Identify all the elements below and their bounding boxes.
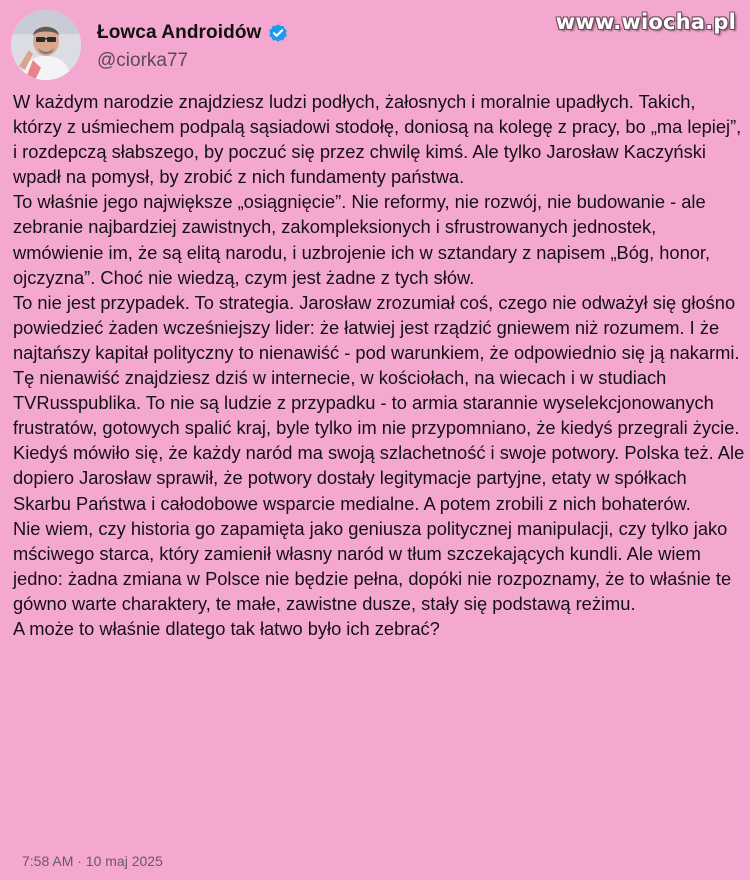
avatar[interactable] <box>11 10 81 80</box>
verified-badge-icon <box>267 22 289 44</box>
author-handle[interactable]: @ciorka77 <box>97 50 189 71</box>
post-paragraph: W każdym narodzie znajdziesz ludzi podłych, żałosnych i moralnie upadłych. Takich, którzy z uśmiechem podpalą sąsiadowi stodołę, doniosą na kolegę z pracy, bo „ma lepiej”, i rozdepczą słabszego, by poczuć się przez chwilę kimś. Ale tylko Jarosław Kaczyński wpadł na pomysł, by zrobić z nich fundamenty państwa. <box>13 91 742 188</box>
person-avatar-icon <box>11 10 81 80</box>
post-paragraph: Nie wiem, czy historia go zapamięta jako geniusza politycznej manipulacji, czy tylko jako mściwego starca, który zamienił własny naród w tłum szczekających kundli. Ale wiem jedno: żadna zmiana w Polsce nie będzie pełna, dopóki nie rozpoznamy, że to właśnie te gówno warte charaktery, te małe, zawistne dusze, stały się podstawą reżimu. <box>13 517 732 614</box>
post-paragraph: To nie jest przypadek. To strategia. Jarosław zrozumiał coś, czego nie odważył się głośno powiedzieć żaden wcześniejszy lider: że łatwiej jest rządzić gniewem niż rozumem. I że najtańszy kapitał polityczny to nienawiść - pod warunkiem, że odpowiednio się ją nakarmi. Tę nienawiść znajdziesz dziś w internecie, w kościołach, na wiecach i w studiach TVRusspublika. To nie są ludzie z przypadku - to armia starannie wyselekcjonowanych frustratów, gotowych spalić kraj, byle tylko im nie przypomniano, że kiedyś przegrali życie. <box>13 291 740 439</box>
post-header <box>97 22 289 72</box>
post-paragraph: Kiedyś mówiło się, że każdy naród ma swoją szlachetność i swoje potwory. Polska też. Ale dopiero Jarosław sprawił, że potwory dostały legitymacje partyjne, etaty w spółkach Skarbu Państwa i całodobowe wsparcie medialne. A potem zrobili z nich bohaterów. <box>13 442 745 514</box>
name-row <box>97 22 289 44</box>
post-text <box>13 89 745 641</box>
post-paragraph: To właśnie jego największe „osiągnięcie”. Nie reformy, nie rozwój, nie budowanie - ale zebranie najbardziej zawistnych, zakompleksionych i sfrustrowanych jednostek, wmówienie im, że są elitą narodu, i uzbrojenie ich w sztandary z napisem „Bóg, honor, ojczyzna”. Choć nie wiedzą, czym jest żadne z tych słów. <box>13 191 711 288</box>
site-watermark: www.wiocha.pl <box>555 10 736 34</box>
post-timestamp[interactable]: 7:58 AM · 10 maj 2025 <box>22 853 163 869</box>
post-paragraph: A może to właśnie dlatego tak łatwo było ich zebrać? <box>13 617 440 639</box>
author-display-name[interactable]: Łowca Androidów <box>97 22 262 43</box>
